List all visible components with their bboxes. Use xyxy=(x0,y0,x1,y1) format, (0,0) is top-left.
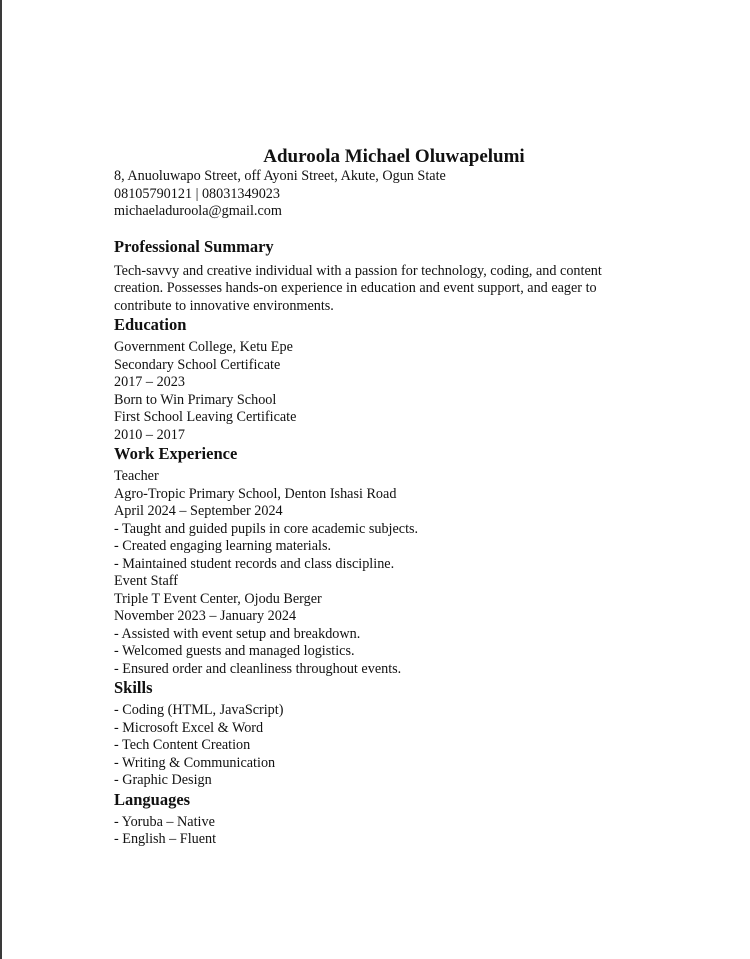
work-duty: - Taught and guided pupils in core academic subjects. xyxy=(114,520,419,537)
work-role: Teacher xyxy=(114,468,159,484)
work-duty: - Welcomed guests and managed logistics. xyxy=(114,643,355,659)
skill-item: - Microsoft Excel & Word xyxy=(114,719,264,736)
summary-text: Tech-savvy and creative individual with a passion for technology, coding, and content creation. Possesses hands-on experience in education and event support, and eager to contribute to innovative environments. xyxy=(114,262,602,314)
work-dates: April 2024 – September 2024 xyxy=(114,503,283,519)
work-duty: - Ensured order and cleanliness throughout events. xyxy=(114,660,402,677)
education-heading: Education xyxy=(114,315,187,334)
education-years: 2017 – 2023 xyxy=(114,374,185,390)
resume-name: Aduroola Michael Oluwapelumi xyxy=(263,146,525,167)
education-entry xyxy=(114,392,644,445)
skill-item: - Coding (HTML, JavaScript) xyxy=(114,702,284,718)
education-years: 2010 – 2017 xyxy=(114,426,185,443)
contact-block xyxy=(114,168,644,221)
skills-list xyxy=(114,702,644,790)
work-employer: Agro-Tropic Primary School, Denton Ishasi Road xyxy=(114,485,397,502)
work-duty: - Assisted with event setup and breakdown. xyxy=(114,625,361,642)
work-duty: - Created engaging learning materials. xyxy=(114,538,332,554)
contact-phone: 08105790121 | 08031349023 xyxy=(114,185,280,202)
language-item: - Yoruba – Native xyxy=(114,813,215,830)
languages-heading: Languages xyxy=(114,789,191,809)
contact-address: 8, Anuoluwapo Street, off Ayoni Street, Akute, Ogun State xyxy=(114,168,446,184)
work-employer: Triple T Event Center, Ojodu Berger xyxy=(114,590,322,607)
education-qualification: First School Leaving Certificate xyxy=(114,409,297,425)
education-school: Born to Win Primary School xyxy=(114,391,277,408)
skill-item: - Writing & Communication xyxy=(114,754,276,771)
work-dates: November 2023 – January 2024 xyxy=(114,608,297,624)
page-edge-shadow xyxy=(0,0,2,959)
education-entry xyxy=(114,339,644,392)
work-duty: - Maintained student records and class discipline. xyxy=(114,555,395,572)
skills-heading: Skills xyxy=(114,678,153,697)
work-heading: Work Experience xyxy=(114,444,238,463)
languages-list xyxy=(114,814,644,849)
education-qualification: Secondary School Certificate xyxy=(114,356,281,373)
language-item: - English – Fluent xyxy=(114,831,217,847)
work-entry xyxy=(114,573,644,678)
education-school: Government College, Ketu Epe xyxy=(114,339,293,355)
contact-email: michaeladuroola@gmail.com xyxy=(114,203,282,219)
resume-document xyxy=(114,146,644,849)
work-entry xyxy=(114,468,644,573)
work-role: Event Staff xyxy=(114,573,178,589)
skill-item: - Tech Content Creation xyxy=(114,737,251,753)
skill-item: - Graphic Design xyxy=(114,772,212,788)
summary-heading: Professional Summary xyxy=(114,236,274,256)
